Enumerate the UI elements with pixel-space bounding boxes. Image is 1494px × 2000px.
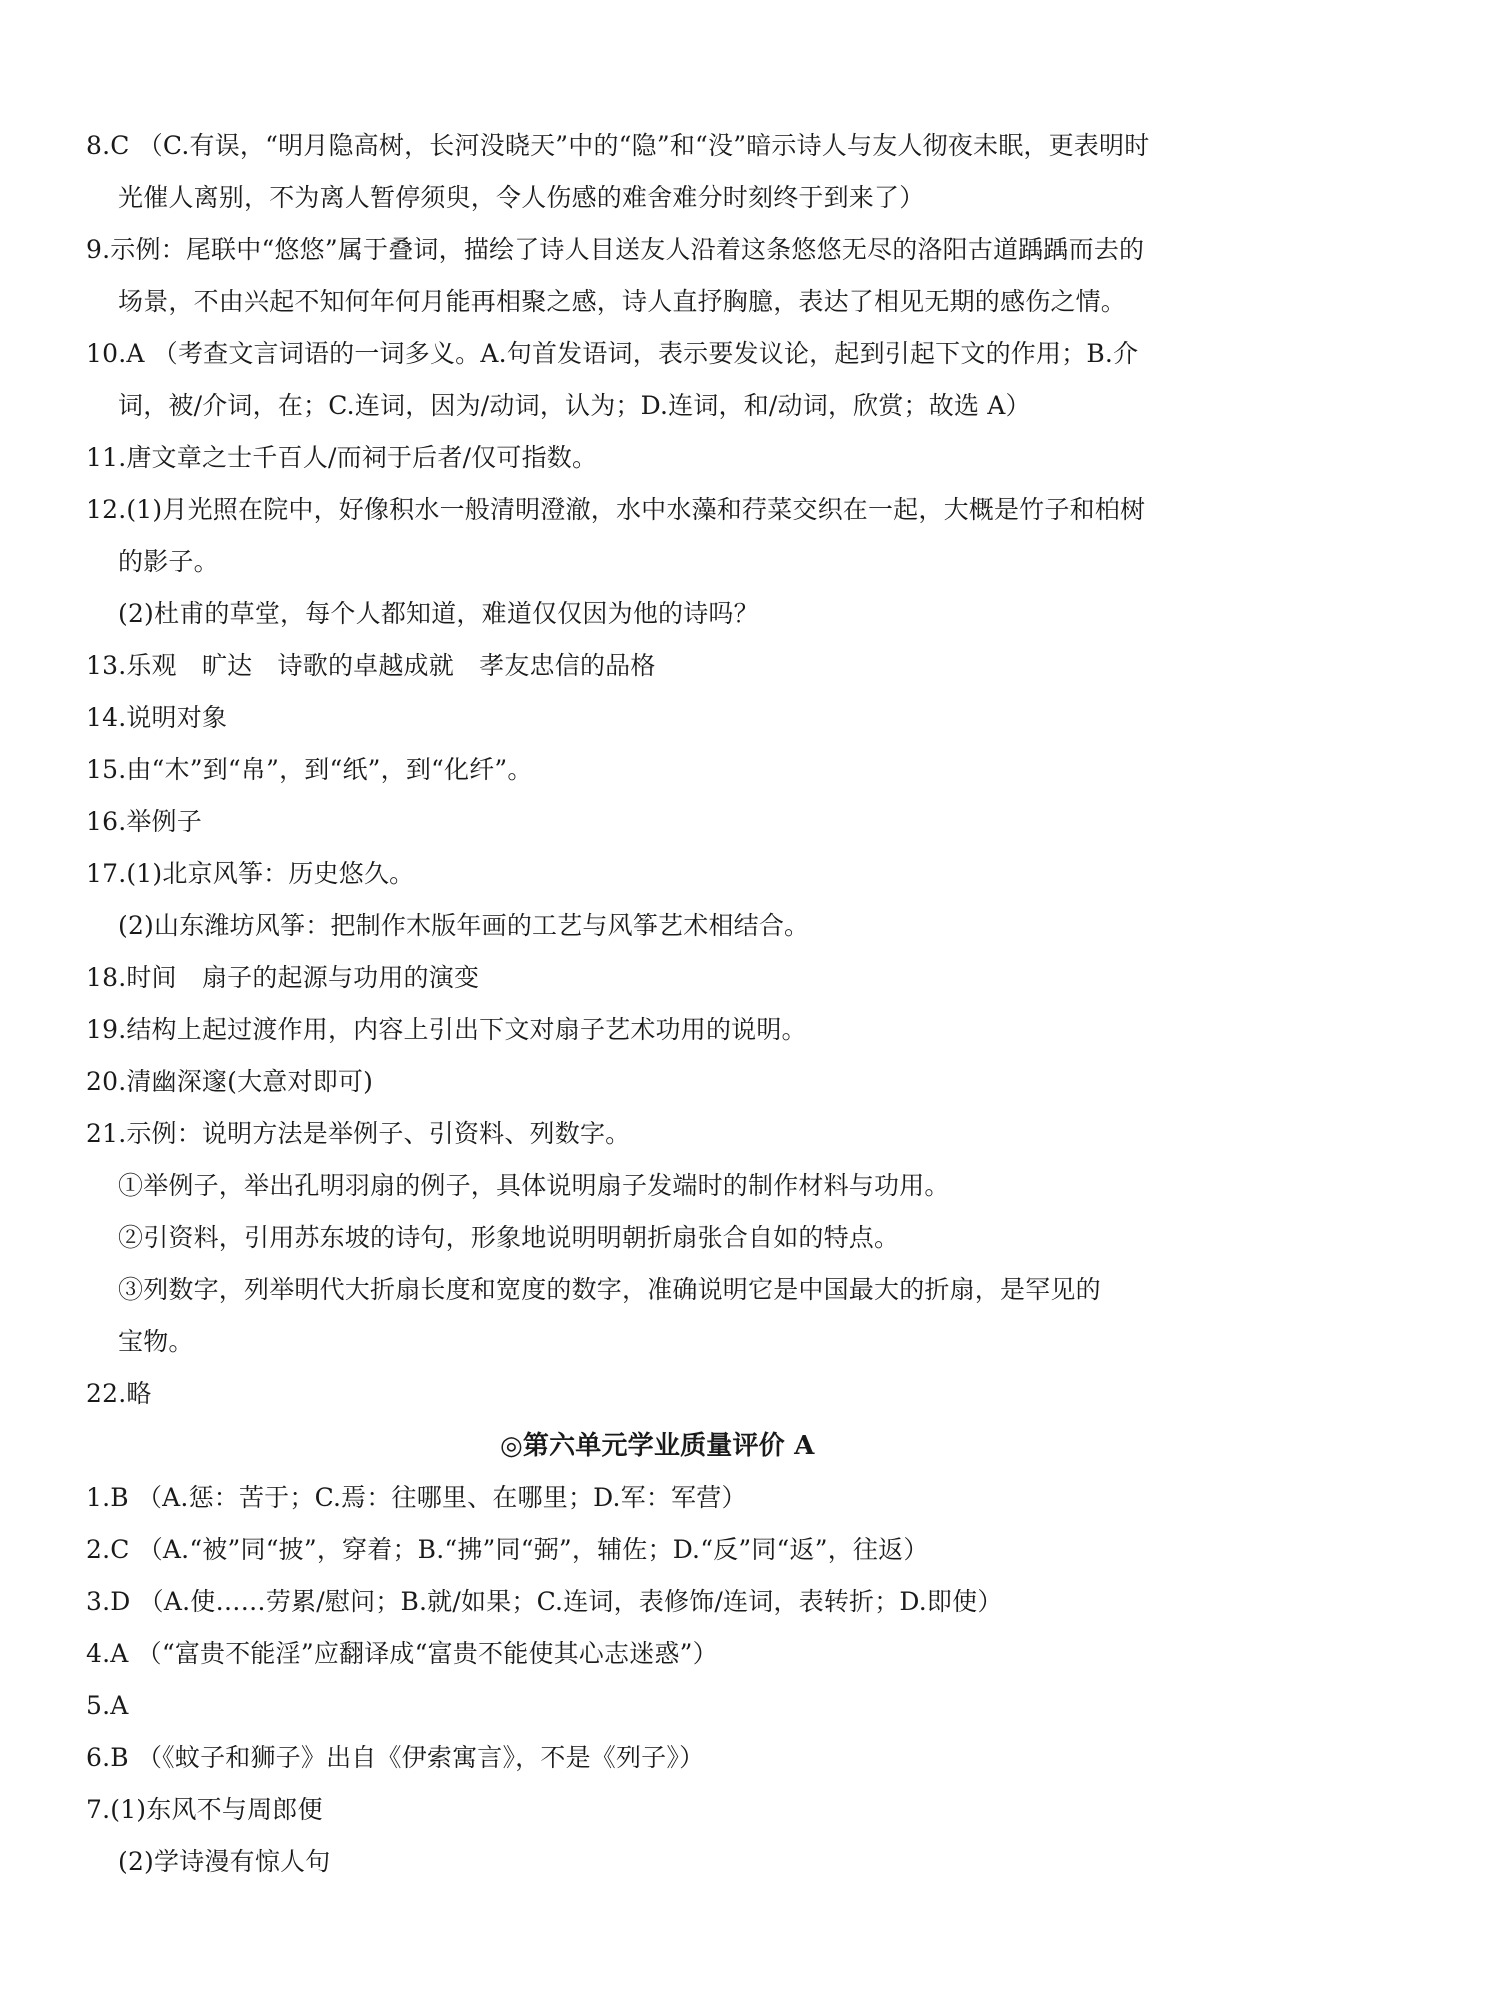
answer-line: 16.举例子 (86, 807, 202, 836)
answer-line: ①举例子，举出孔明羽扇的例子，具体说明扇子发端时的制作材料与功用。 (118, 1171, 950, 1200)
answer-line: (2)杜甫的草堂，每个人都知道，难道仅仅因为他的诗吗？ (118, 599, 759, 628)
answer-line: 21.示例：说明方法是举例子、引资料、列数字。 (86, 1119, 631, 1148)
answer-line: 12.(1)月光照在院中，好像积水一般清明澄澈，水中水藻和荇菜交织在一起，大概是竹子和柏树 (86, 495, 1146, 524)
answer-line: 4.A （“富贵不能淫”应翻译成“富贵不能使其心志迷惑”） (86, 1639, 718, 1668)
answer-line: 1.B （A.惩：苦于；C.焉：往哪里、在哪里；D.军：军营） (86, 1483, 747, 1512)
answer-line: 7.(1)东风不与周郎便 (86, 1795, 323, 1824)
answer-line: 14.说明对象 (86, 703, 228, 732)
answer-line: 3.D （A.使……劳累/慰问；B.就/如果；C.连词，表修饰/连词，表转折；D.即使） (86, 1587, 1003, 1616)
answer-line: ③列数字，列举明代大折扇长度和宽度的数字，准确说明它是中国最大的折扇，是罕见的 (118, 1275, 1101, 1304)
answer-line: 6.B （《蚊子和狮子》出自《伊索寓言》，不是《列子》） (86, 1743, 705, 1772)
answer-line: (2)山东潍坊风筝：把制作木版年画的工艺与风筝艺术相结合。 (118, 911, 810, 940)
answer-line: 光催人离别，不为离人暂停须臾，令人伤感的难舍难分时刻终于到来了） (118, 183, 925, 212)
section-title: ◎第六单元学业质量评价 A (500, 1431, 815, 1461)
answer-line: 5.A (86, 1691, 129, 1720)
answer-line: 的影子。 (118, 547, 219, 576)
answer-line: (2)学诗漫有惊人句 (118, 1847, 331, 1876)
answer-line: 9.示例：尾联中“悠悠”属于叠词，描绘了诗人目送友人沿着这条悠悠无尽的洛阳古道踽踽而去的 (86, 235, 1145, 264)
answer-line: 15.由“木”到“帛”，到“纸”，到“化纤”。 (86, 755, 533, 784)
answer-line: 18.时间 扇子的起源与功用的演变 (86, 963, 480, 992)
answer-line: 2.C （A.“被”同“披”，穿着；B.“拂”同“弼”，辅佐；D.“反”同“返”，往返） (86, 1535, 929, 1564)
answer-line: 场景，不由兴起不知何年何月能再相聚之感，诗人直抒胸臆，表达了相见无期的感伤之情。 (118, 287, 1127, 316)
answer-line: 13.乐观 旷达 诗歌的卓越成就 孝友忠信的品格 (86, 651, 656, 680)
answer-line: 8.C （C.有误，“明月隐高树，长河没晓天”中的“隐”和“没”暗示诗人与友人彻夜未眠，更表明时 (86, 131, 1150, 160)
answer-line: 10.A （考查文言词语的一词多义。A.句首发语词，表示要发议论，起到引起下文的作用；B.介 (86, 339, 1139, 368)
answer-line: 11.唐文章之士千百人/而祠于后者/仅可指数。 (86, 443, 598, 472)
answer-line: 19.结构上起过渡作用，内容上引出下文对扇子艺术功用的说明。 (86, 1015, 807, 1044)
answer-line: 宝物。 (118, 1327, 194, 1356)
answer-line: 22.略 (86, 1379, 152, 1408)
answer-line: 20.清幽深邃(大意对即可) (86, 1067, 374, 1096)
answer-line: ②引资料，引用苏东坡的诗句，形象地说明明朝折扇张合自如的特点。 (118, 1223, 900, 1252)
answer-line: 17.(1)北京风筝：历史悠久。 (86, 859, 415, 888)
answer-line: 词，被/介词，在；C.连词，因为/动词，认为；D.连词，和/动词，欣赏；故选 A） (118, 391, 1031, 420)
